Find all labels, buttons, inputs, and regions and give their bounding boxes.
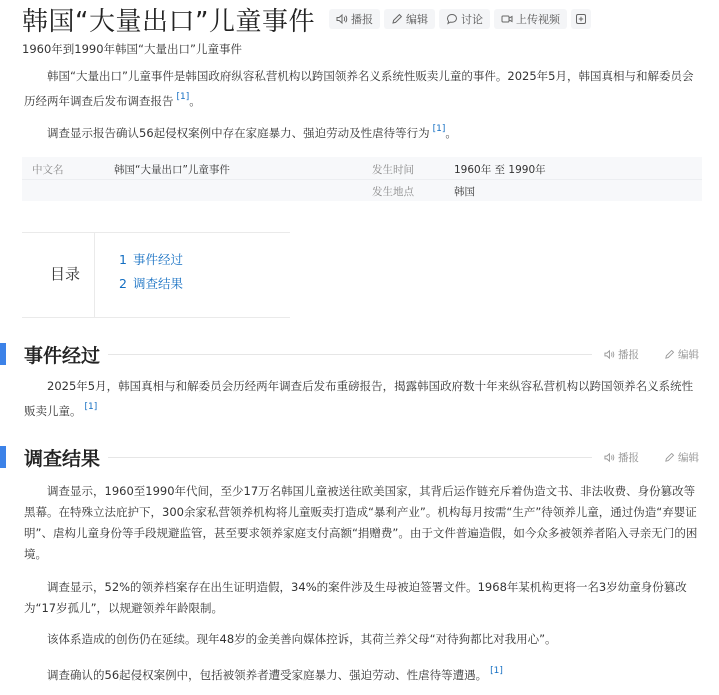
- toc-item-label: 事件经过: [132, 252, 183, 267]
- section-rule: [108, 354, 592, 355]
- upload-video-button[interactable]: [494, 9, 567, 29]
- intro-text-1: 韩国“大量出口”儿童事件是韩国政府纵容私营机构以跨国领养名义系统性贩卖儿童的事件。2025年5月，韩国真相与和解委员会历经两年调查后发布调查报告: [24, 69, 694, 108]
- chat-bubble-icon: [446, 13, 458, 25]
- infobox: [22, 157, 702, 201]
- upload-video-label: 上传视频: [515, 13, 560, 26]
- section-2-paragraph-3: [24, 629, 700, 650]
- toc-divider: [94, 233, 95, 317]
- reference-link[interactable]: [1]: [490, 666, 503, 676]
- info-value-time: 1960年 至 1990年: [454, 164, 546, 176]
- pencil-icon: [391, 13, 403, 25]
- toc-item-label: 调查结果: [132, 276, 183, 291]
- section-heading: 事件经过: [24, 345, 101, 367]
- toc-item-number: 1: [119, 252, 127, 267]
- section-marker: [0, 343, 6, 365]
- intro-paragraph-1: [24, 66, 700, 112]
- paragraph-text: 调查确认的56起侵权案例中，包括被领养者遭受家庭暴力、强迫劳动、性虐待等遭遇。: [47, 668, 488, 682]
- speaker-icon: [604, 349, 615, 360]
- toc-item-1[interactable]: [119, 250, 183, 268]
- section-report-button[interactable]: [604, 450, 639, 465]
- section-edit-button[interactable]: [664, 347, 699, 362]
- edit-label: 编辑: [405, 13, 428, 26]
- section-report-button[interactable]: [604, 347, 639, 362]
- speaker-icon: [336, 13, 348, 25]
- toc-item-number: 2: [119, 276, 127, 291]
- infobox-divider: [22, 179, 702, 180]
- discuss-label: 讨论: [460, 13, 483, 26]
- page-subtitle: 1960年到1990年韩国“大量出口”儿童事件: [22, 42, 242, 56]
- info-key-location: 发生地点: [372, 186, 414, 198]
- reference-link[interactable]: [1]: [432, 124, 446, 134]
- pencil-icon: [664, 349, 675, 360]
- title-actions: [329, 9, 591, 29]
- pencil-icon: [664, 452, 675, 463]
- info-key-chinese-name: 中文名: [32, 164, 64, 176]
- toc-label: 目录: [50, 265, 81, 283]
- paragraph-text: 调查显示，1960至1990年代间，至少17万名韩国儿童被送往欧美国家，其背后运作链充斥着伪造文书、非法收费、身份篡改等黑幕。在特殊立法庇护下，300余家私营领养机构将儿童贩卖打造成“暴利产业”。机构每月按需“生产”待领养儿童，通过伪造“弃婴证明”、虐构儿童身份等手段规避监管，甚至要求领养家庭支付高额“捐赠费”。由于文件普遍造假，如今众多被领养者陷入寻亲无门的困境。: [24, 484, 698, 561]
- section-1-paragraph-1: [24, 376, 700, 422]
- section-edit-button[interactable]: [664, 450, 699, 465]
- section-marker: [0, 446, 6, 468]
- plus-icon: [575, 13, 587, 25]
- info-value-location: 韩国: [454, 186, 475, 198]
- section-rule: [108, 457, 592, 458]
- discuss-button[interactable]: [439, 9, 490, 29]
- page-title: 韩国“大量出口”儿童事件: [22, 6, 315, 37]
- info-value-chinese-name: 韩国“大量出口”儿童事件: [114, 164, 230, 176]
- table-of-contents: [22, 232, 290, 318]
- section-heading: 调查结果: [24, 448, 101, 470]
- speaker-icon: [604, 452, 615, 463]
- toc-item-2[interactable]: [119, 274, 183, 292]
- section-edit-label: 编辑: [678, 452, 699, 464]
- section-edit-label: 编辑: [678, 349, 699, 361]
- paragraph-text: 2025年5月，韩国真相与和解委员会历经两年调查后发布重磅报告，揭露韩国政府数十年来纵容私营机构以跨国领养名义系统性贩卖儿童。: [24, 379, 694, 418]
- reference-link[interactable]: [1]: [176, 92, 190, 102]
- section-2-paragraph-1: [24, 481, 700, 565]
- report-button[interactable]: [329, 9, 380, 29]
- title-row: [22, 2, 591, 36]
- intro-text-1-end: 。: [189, 94, 201, 108]
- intro-paragraph-2: [24, 119, 700, 144]
- section-header-1: [0, 341, 719, 367]
- intro-text-2-end: 。: [445, 126, 457, 140]
- paragraph-text: 调查显示，52%的领养档案存在出生证明造假，34%的案件涉及生母被迫签署文件。1968年某机构更将一名3岁幼童身份篡改为“17岁孤儿”，以规避领养年龄限制。: [24, 580, 687, 615]
- section-2-paragraph-2: [24, 577, 700, 619]
- info-key-time: 发生时间: [372, 164, 414, 176]
- intro-text-2: 调查显示报告确认56起侵权案例中存在家庭暴力、强迫劳动及性虐待等行为: [47, 126, 430, 140]
- section-report-label: 播报: [618, 452, 639, 464]
- section-2-paragraph-4: [24, 661, 700, 686]
- section-header-2: [0, 444, 719, 470]
- add-button[interactable]: [571, 9, 591, 29]
- section-report-label: 播报: [618, 349, 639, 361]
- paragraph-text: 该体系造成的创伤仍在延续。现年48岁的金美善向媒体控诉，其荷兰养父母“对待狗都比对我用心”。: [47, 632, 557, 646]
- report-label: 播报: [350, 13, 373, 26]
- video-camera-icon: [501, 13, 513, 25]
- reference-link[interactable]: [1]: [84, 402, 98, 412]
- edit-button[interactable]: [384, 9, 435, 29]
